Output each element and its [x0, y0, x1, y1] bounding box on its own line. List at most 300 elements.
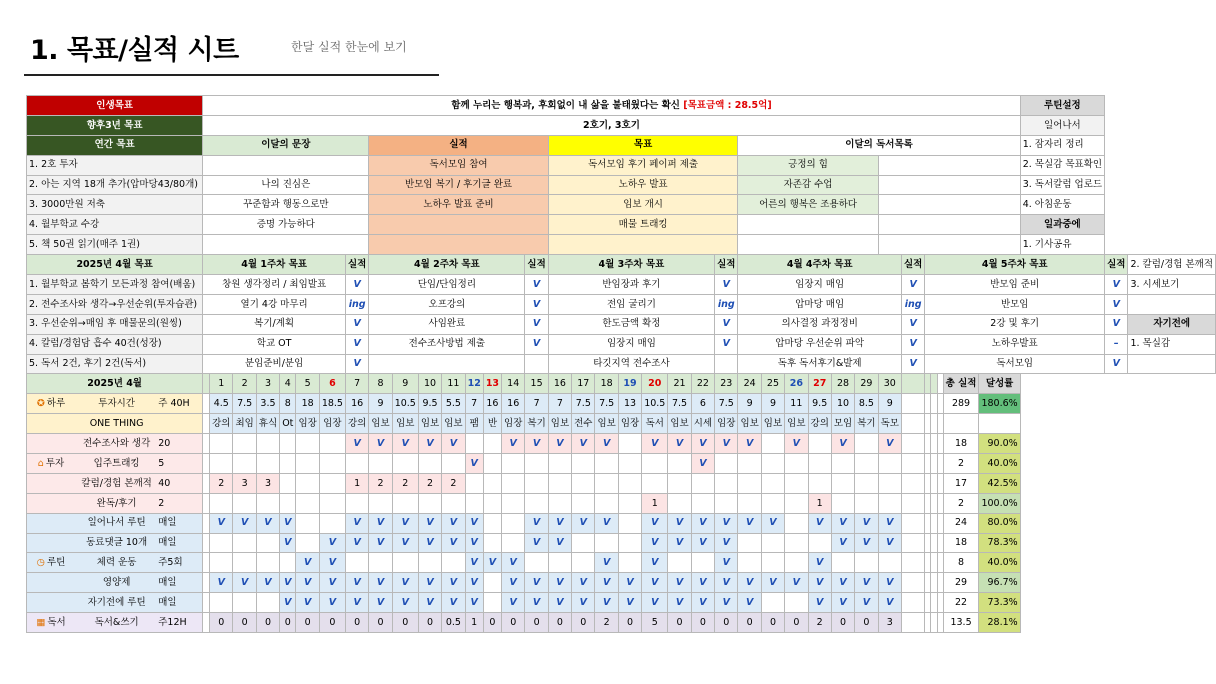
day-cell: [210, 454, 233, 474]
rate-cell: 180.6%: [979, 394, 1020, 414]
day-cell: 16: [345, 394, 368, 414]
sheet-cell: V: [345, 275, 368, 295]
sheet-cell: V: [901, 354, 924, 374]
day-cell: 독모: [878, 414, 901, 434]
task-name: 자기전에 루틴: [87, 596, 146, 608]
sheet-cell: [878, 155, 1020, 175]
day-cell: [345, 493, 368, 513]
tracker-row: [27, 593, 1216, 613]
rate-cell: 40.0%: [979, 454, 1020, 474]
day-cell: 0: [855, 613, 878, 633]
sheet-cell: 3. 3000만원 저축: [27, 195, 203, 215]
day-cell: [203, 434, 210, 454]
day-header: 12: [465, 374, 483, 394]
day-cell: [808, 473, 831, 493]
day-cell: [738, 533, 761, 553]
sheet-cell: V: [901, 314, 924, 334]
day-cell: V: [878, 593, 901, 613]
day-cell: 0: [761, 613, 784, 633]
sheet-cell: [715, 354, 738, 374]
day-cell: [618, 533, 641, 553]
day-cell: [256, 434, 279, 454]
day-cell: V: [319, 573, 345, 593]
sheet-cell: 반모임 준비: [925, 275, 1105, 295]
day-cell: [319, 513, 345, 533]
tracker-row: [27, 533, 1216, 553]
day-header: 14: [502, 374, 525, 394]
day-header: 27: [808, 374, 831, 394]
day-cell: V: [418, 513, 441, 533]
sheet-cell: 2강 및 후기: [925, 314, 1105, 334]
day-cell: V: [738, 513, 761, 533]
day-cell: [210, 493, 233, 513]
sheet-cell: 4. 아침운동: [1020, 195, 1104, 215]
tracker-row-label: [27, 533, 203, 553]
day-cell: [483, 493, 501, 513]
day-cell: [878, 553, 901, 573]
day-cell: [280, 454, 296, 474]
sheet-cell: V: [345, 334, 368, 354]
sheet-cell: [878, 235, 1020, 255]
sheet-cell: [878, 175, 1020, 195]
total-header: 총 실적: [943, 374, 979, 394]
day-cell: 0: [483, 613, 501, 633]
day-cell: V: [878, 573, 901, 593]
day-header: 4: [280, 374, 296, 394]
day-cell: V: [296, 573, 319, 593]
total-cell: 29: [943, 573, 979, 593]
task-goal: 매일: [158, 537, 177, 549]
day-header: 30: [878, 374, 901, 394]
day-cell: 임보: [392, 414, 418, 434]
day-cell: 임보: [668, 414, 691, 434]
day-cell: V: [392, 573, 418, 593]
day-cell: V: [831, 533, 854, 553]
sheet-cell: 학교 OT: [203, 334, 346, 354]
day-header: 8: [369, 374, 392, 394]
day-cell: [738, 553, 761, 573]
day-cell: V: [418, 593, 441, 613]
day-cell: V: [691, 513, 714, 533]
day-header: 13: [483, 374, 501, 394]
day-cell: 8: [280, 394, 296, 414]
day-cell: Ot: [280, 414, 296, 434]
day-cell: [548, 473, 571, 493]
day-cell: [738, 493, 761, 513]
day-cell: V: [715, 573, 738, 593]
day-cell: [738, 473, 761, 493]
day-cell: [525, 553, 548, 573]
day-cell: V: [233, 513, 256, 533]
sheet-cell: 2. 목실감 목표확인: [1020, 155, 1104, 175]
day-cell: V: [210, 573, 233, 593]
day-header: 5: [296, 374, 319, 394]
sheet-cell: 압마당 우선순위 파악: [738, 334, 902, 354]
day-cell: [855, 434, 878, 454]
sheet-cell: 독서모임 후기 페이퍼 제출: [548, 155, 738, 175]
day-cell: 0: [502, 613, 525, 633]
sheet-cell: V: [525, 334, 548, 354]
day-cell: 9.5: [418, 394, 441, 414]
sheet-cell: 반임장과 후기: [548, 275, 714, 295]
sheet-cell: 전수조사방법 제출: [369, 334, 525, 354]
day-cell: [319, 454, 345, 474]
sheet-cell: V: [1105, 314, 1128, 334]
day-cell: 10: [831, 394, 854, 414]
sheet-cell: 1. 월부학교 봄학기 모든과정 참여(배움): [27, 275, 203, 295]
sheet-row: [27, 334, 1216, 354]
sheet-cell: 분임준비/분임: [203, 354, 346, 374]
sheet-cell: [369, 235, 548, 255]
day-cell: [761, 434, 784, 454]
day-cell: V: [642, 593, 668, 613]
day-cell: V: [618, 573, 641, 593]
day-header: 17: [572, 374, 595, 394]
sheet-cell: 꾸준함과 행동으로만: [203, 195, 369, 215]
day-cell: [691, 493, 714, 513]
day-header: 9: [392, 374, 418, 394]
day-cell: [319, 473, 345, 493]
day-cell: [465, 434, 483, 454]
day-cell: V: [855, 573, 878, 593]
day-cell: [418, 454, 441, 474]
sheet-row: [27, 354, 1216, 374]
total-cell: 18: [943, 434, 979, 454]
day-cell: [465, 493, 483, 513]
day-cell: [483, 473, 501, 493]
sheet-cell: 4월 2주차 목표: [369, 255, 525, 275]
sheet-cell: 임장지 매임: [548, 334, 714, 354]
sheet-cell: 3. 시세보기: [1128, 275, 1216, 295]
day-cell: V: [418, 573, 441, 593]
day-cell: V: [831, 593, 854, 613]
day-cell: V: [691, 593, 714, 613]
tracker-row-label: [27, 593, 203, 613]
day-cell: 9: [738, 394, 761, 414]
day-cell: 0: [668, 613, 691, 633]
day-cell: V: [642, 533, 668, 553]
task-goal: 5: [158, 457, 165, 469]
day-cell: [442, 553, 465, 573]
day-cell: V: [738, 593, 761, 613]
day-cell: [210, 553, 233, 573]
sheet-cell: 실적: [525, 255, 548, 275]
sheet-row: [27, 235, 1216, 255]
day-cell: V: [715, 434, 738, 454]
sheet-cell: 1. 목실감: [1128, 334, 1216, 354]
tracker-title: 2025년 4월: [27, 374, 203, 394]
rate-cell: 73.3%: [979, 593, 1020, 613]
day-cell: 임보: [418, 414, 441, 434]
day-cell: 0: [296, 613, 319, 633]
day-cell: 임장: [319, 414, 345, 434]
day-cell: [319, 434, 345, 454]
day-cell: [831, 473, 854, 493]
sheet-cell: 노하우 발표: [548, 175, 738, 195]
day-header: [901, 374, 924, 394]
sheet-cell: 독후 독서후기&발제: [738, 354, 902, 374]
day-cell: [442, 454, 465, 474]
day-cell: V: [808, 573, 831, 593]
day-cell: V: [369, 533, 392, 553]
day-cell: [831, 454, 854, 474]
rate-cell: 90.0%: [979, 434, 1020, 454]
day-cell: [761, 493, 784, 513]
day-cell: 0: [738, 613, 761, 633]
rate-cell: 40.0%: [979, 553, 1020, 573]
day-cell: [233, 454, 256, 474]
tracker-row-label: [27, 454, 203, 474]
day-cell: V: [595, 434, 618, 454]
sheet-cell: 실적: [1105, 255, 1128, 275]
rate-cell: 80.0%: [979, 513, 1020, 533]
sheet-cell: 4월 5주차 목표: [925, 255, 1105, 275]
total-cell: 24: [943, 513, 979, 533]
day-cell: [901, 533, 924, 553]
tracker-row-label: [27, 513, 203, 533]
sheet-cell: V: [1105, 294, 1128, 314]
day-cell: V: [595, 513, 618, 533]
day-cell: V: [548, 593, 571, 613]
day-cell: [595, 493, 618, 513]
day-cell: V: [831, 434, 854, 454]
day-cell: [319, 493, 345, 513]
day-cell: 10.5: [392, 394, 418, 414]
day-cell: [831, 553, 854, 573]
group-icon: ⌂: [37, 457, 44, 469]
day-cell: [855, 493, 878, 513]
day-cell: [203, 414, 210, 434]
sheet-row: [27, 135, 1216, 155]
tracker-row: [27, 394, 1216, 414]
day-cell: 강의: [210, 414, 233, 434]
day-cell: [369, 493, 392, 513]
day-cell: V: [715, 513, 738, 533]
day-cell: 임장: [502, 414, 525, 434]
day-cell: V: [319, 553, 345, 573]
rate-header: 달성률: [979, 374, 1020, 394]
day-cell: V: [808, 553, 831, 573]
day-cell: V: [691, 434, 714, 454]
day-cell: V: [785, 434, 808, 454]
day-cell: 0: [548, 613, 571, 633]
sheet-cell: [548, 235, 738, 255]
goal-amount: [목표금액 : 28.5억]: [683, 99, 772, 111]
day-cell: V: [831, 513, 854, 533]
day-cell: V: [369, 434, 392, 454]
day-cell: V: [296, 593, 319, 613]
sheet-cell: 어른의 행복은 조용하다: [738, 195, 878, 215]
sun-icon: ✪: [36, 398, 45, 410]
day-cell: V: [691, 573, 714, 593]
sheet-cell: V: [525, 275, 548, 295]
day-cell: 0: [369, 613, 392, 633]
task-name: 완독/후기: [96, 497, 137, 509]
day-cell: 2: [210, 473, 233, 493]
day-cell: V: [642, 434, 668, 454]
task-goal: 주5회: [158, 557, 183, 569]
task-goal: 매일: [158, 596, 177, 608]
day-header: 23: [715, 374, 738, 394]
day-cell: [483, 593, 501, 613]
sheet-cell: ing: [715, 294, 738, 314]
day-header: 6: [319, 374, 345, 394]
sheet-cell: 증명 가능하다: [203, 215, 369, 235]
day-header: 3: [256, 374, 279, 394]
day-cell: 0: [618, 613, 641, 633]
day-cell: V: [296, 553, 319, 573]
group-icon: ▦: [36, 616, 46, 628]
day-cell: V: [642, 553, 668, 573]
day-cell: [618, 553, 641, 573]
group-label: [27, 459, 75, 469]
sheet-cell: 5. 책 50권 읽기(매주 1권): [27, 235, 203, 255]
sheet-cell: 압마당 매임: [738, 294, 902, 314]
day-header: 2: [233, 374, 256, 394]
day-cell: V: [572, 434, 595, 454]
sheet-cell: V: [525, 314, 548, 334]
day-cell: 7.5: [572, 394, 595, 414]
day-cell: [525, 493, 548, 513]
day-cell: [483, 533, 501, 553]
sheet-cell: 1. 잠자리 정리: [1020, 135, 1104, 155]
day-cell: [901, 434, 924, 454]
sheet-cell: 4. 월부학교 수강: [27, 215, 203, 235]
task-name: ONE THING: [89, 417, 144, 429]
day-cell: V: [668, 513, 691, 533]
day-cell: [502, 513, 525, 533]
day-cell: V: [280, 513, 296, 533]
sheet-cell: 긍정의 힘: [738, 155, 878, 175]
day-cell: [878, 473, 901, 493]
day-cell: [691, 473, 714, 493]
day-cell: V: [785, 573, 808, 593]
day-cell: V: [442, 593, 465, 613]
day-cell: [548, 553, 571, 573]
sheet-cell: 매물 트래킹: [548, 215, 738, 235]
day-cell: V: [465, 533, 483, 553]
day-cell: 1: [808, 493, 831, 513]
day-cell: 9: [369, 394, 392, 414]
day-cell: [296, 454, 319, 474]
sheet-cell: V: [901, 275, 924, 295]
sheet-cell: 4월 1주차 목표: [203, 255, 346, 275]
sheet-cell: 실적: [345, 255, 368, 275]
sheet-cell: 전임 굴리기: [548, 294, 714, 314]
sheet-cell: 함께 누리는 행복과, 후회없이 내 삶을 불태웠다는 확신 [목표금액 : 28.5억]: [203, 96, 1020, 116]
day-cell: [256, 593, 279, 613]
sheet-cell: 일과중에: [1020, 215, 1104, 235]
day-cell: 1: [465, 613, 483, 633]
day-cell: [878, 454, 901, 474]
day-cell: V: [502, 434, 525, 454]
day-cell: [280, 473, 296, 493]
tracker-header: [27, 374, 1216, 394]
task-name: 투자시간: [98, 398, 135, 410]
day-cell: V: [715, 553, 738, 573]
day-cell: V: [442, 513, 465, 533]
day-header: 7: [345, 374, 368, 394]
day-cell: 2: [808, 613, 831, 633]
day-cell: 0: [418, 613, 441, 633]
day-cell: [901, 593, 924, 613]
total-cell: 18: [943, 533, 979, 553]
day-cell: [210, 533, 233, 553]
goal-sheet-table: [26, 95, 1216, 633]
sheet-cell: 인생목표: [27, 96, 203, 116]
day-cell: V: [691, 533, 714, 553]
day-cell: 9: [878, 394, 901, 414]
day-cell: 0: [831, 613, 854, 633]
day-cell: 7: [548, 394, 571, 414]
day-cell: [483, 513, 501, 533]
day-cell: [210, 434, 233, 454]
sheet-cell: 열기 4강 마무리: [203, 294, 346, 314]
day-cell: 7.5: [595, 394, 618, 414]
day-cell: [392, 553, 418, 573]
day-cell: [256, 493, 279, 513]
day-cell: [502, 533, 525, 553]
day-cell: [203, 573, 210, 593]
group-label: [27, 558, 75, 568]
day-cell: [595, 454, 618, 474]
day-cell: 시세: [691, 414, 714, 434]
day-cell: V: [572, 593, 595, 613]
tracker-row-label: [27, 493, 203, 513]
day-cell: [345, 553, 368, 573]
day-cell: 강의: [345, 414, 368, 434]
sheet-cell: 사임완료: [369, 314, 525, 334]
day-cell: [618, 473, 641, 493]
sheet-cell: ing: [345, 294, 368, 314]
day-cell: [548, 454, 571, 474]
day-cell: [392, 454, 418, 474]
day-cell: [203, 593, 210, 613]
day-cell: V: [761, 573, 784, 593]
day-cell: 7.5: [668, 394, 691, 414]
day-cell: [901, 454, 924, 474]
day-cell: 2: [595, 613, 618, 633]
day-cell: [442, 493, 465, 513]
day-cell: V: [345, 573, 368, 593]
day-cell: 0: [345, 613, 368, 633]
sheet-cell: 연간 목표: [27, 135, 203, 155]
page-title: 1. 목표/실적 시트: [30, 35, 239, 66]
tracker-row: [27, 454, 1216, 474]
day-cell: 0: [715, 613, 738, 633]
tracker-row-label: [27, 573, 203, 593]
day-cell: V: [280, 593, 296, 613]
day-cell: V: [668, 573, 691, 593]
sheet-cell: V: [1105, 354, 1128, 374]
day-cell: [808, 454, 831, 474]
day-cell: 1: [642, 493, 668, 513]
task-name: 영양제: [102, 577, 131, 589]
sheet-cell: [1128, 294, 1216, 314]
day-cell: [901, 414, 924, 434]
day-cell: 임장: [715, 414, 738, 434]
day-cell: [901, 513, 924, 533]
day-cell: V: [392, 593, 418, 613]
sheet-cell: V: [345, 314, 368, 334]
day-cell: [483, 434, 501, 454]
day-header: 29: [855, 374, 878, 394]
sheet-cell: 2. 전수조사와 생각→우선순위(투자습관): [27, 294, 203, 314]
sheet-cell: V: [525, 294, 548, 314]
day-cell: [901, 394, 924, 414]
day-cell: [256, 553, 279, 573]
task-goal: 주 40H: [158, 398, 190, 410]
